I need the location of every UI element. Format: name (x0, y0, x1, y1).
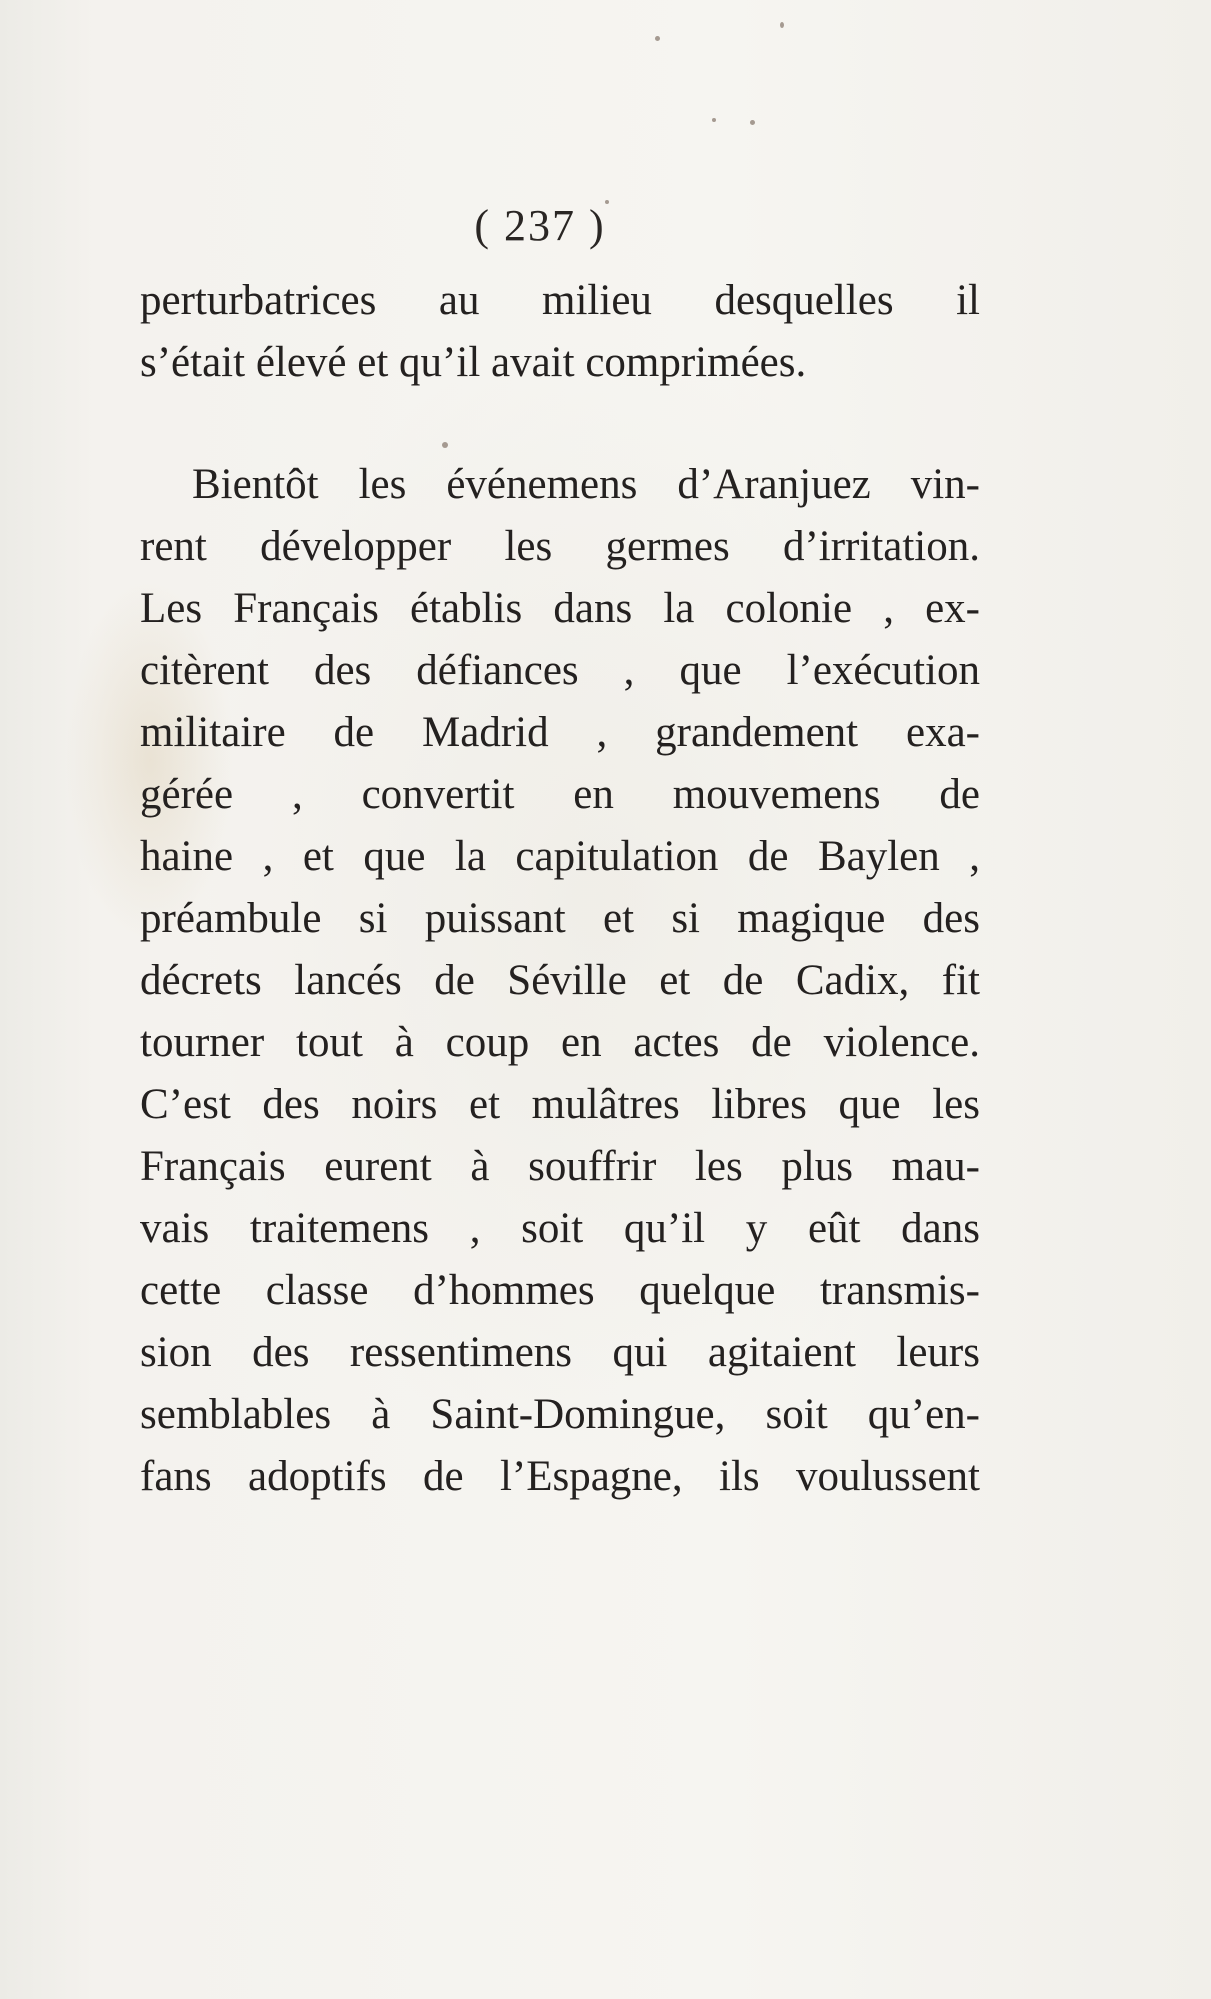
text-line: tourner tout à coup en actes de violence. (140, 1019, 980, 1066)
paragraph (140, 454, 980, 1508)
text-line: gérée , convertit en mouvemens de (140, 771, 980, 818)
text-line: s’était élevé et qu’il avait comprimées. (140, 339, 807, 386)
body-text (140, 270, 980, 1508)
text-line: rent développer les germes d’irritation. (140, 523, 980, 570)
text-line: sion des ressentimens qui agitaient leurs (140, 1329, 980, 1376)
text-line: perturbatrices au milieu desquelles il (140, 277, 980, 324)
text-line: Les Français établis dans la colonie , ex- (140, 585, 980, 632)
text-line: citèrent des défiances , que l’exécution (140, 647, 980, 694)
ink-speck (655, 36, 660, 41)
text-line: haine , et que la capitulation de Baylen , (140, 833, 980, 880)
ink-speck (712, 118, 716, 122)
text-line: militaire de Madrid , grandement exa- (140, 709, 980, 756)
text-line: semblables à Saint-Domingue, soit qu’en- (140, 1391, 980, 1438)
text-line: vais traitemens , soit qu’il y eût dans (140, 1205, 980, 1252)
ink-speck (780, 22, 784, 28)
text-line: préambule si puissant et si magique des (140, 895, 980, 942)
text-line: décrets lancés de Séville et de Cadix, fit (140, 957, 980, 1004)
text-line: Bientôt les événemens d’Aranjuez vin- (192, 461, 980, 508)
text-line: fans adoptifs de l’Espagne, ils voulussent (140, 1453, 980, 1500)
ink-speck (750, 120, 755, 125)
paragraph (140, 270, 980, 394)
text-line: Français eurent à souffrir les plus mau- (140, 1143, 980, 1190)
page-number: ( 237 ) (474, 201, 606, 250)
paragraph-gap (140, 394, 980, 454)
text-line: C’est des noirs et mulâtres libres que les (140, 1081, 980, 1128)
text-line: cette classe d’hommes quelque transmis- (140, 1267, 980, 1314)
